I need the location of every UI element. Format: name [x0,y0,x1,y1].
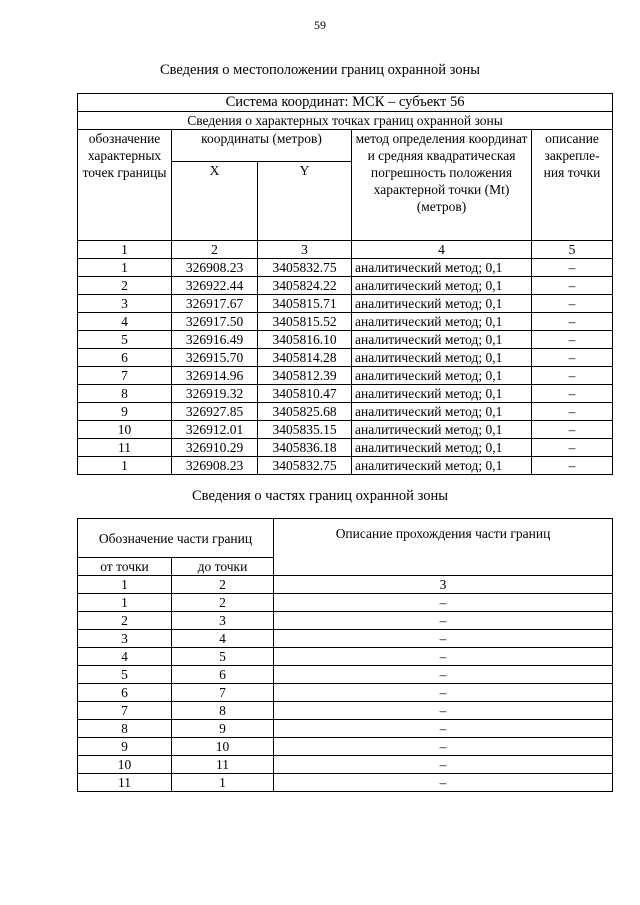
from-point-cell: 4 [78,648,172,666]
from-point-cell: 5 [78,666,172,684]
x-cell: 326927.85 [172,403,258,421]
x-cell: 326914.96 [172,367,258,385]
table-row [78,612,613,630]
description-cell: – [532,403,613,421]
from-point-cell: 9 [78,738,172,756]
column-numbers-row [78,241,613,259]
method-cell: аналитический метод; 0,1 [352,421,532,439]
description-cell: – [532,295,613,313]
method-cell: аналитический метод; 0,1 [352,259,532,277]
method-cell: аналитический метод; 0,1 [352,313,532,331]
y-cell: 3405815.52 [258,313,352,331]
from-point-cell: 3 [78,630,172,648]
point-cell: 3 [78,295,172,313]
table-row [78,259,613,277]
point-cell: 5 [78,331,172,349]
table-row [78,684,613,702]
to-point-cell: 10 [172,738,274,756]
column-number: 4 [352,241,532,259]
point-cell: 11 [78,439,172,457]
y-cell: 3405816.10 [258,331,352,349]
x-cell: 326917.67 [172,295,258,313]
section1-heading: Сведения о местоположении границ охранной зоны [159,62,480,78]
table-row [78,295,613,313]
part-description-cell: – [274,684,613,702]
method-cell: аналитический метод; 0,1 [352,439,532,457]
coordinate-system-cell: Система координат: МСК – субъект 56 [78,94,613,112]
table-row [78,702,613,720]
table-row [78,439,613,457]
parts-column-numbers-row [78,576,613,594]
designation-header: обозначение характерных точек границы [78,130,172,241]
table-row [78,774,613,792]
y-cell: 3405810.47 [258,385,352,403]
x-cell: 326922.44 [172,277,258,295]
part-description-cell: – [274,612,613,630]
part-description-cell: – [274,720,613,738]
point-cell: 1 [78,457,172,475]
x-cell: 326910.29 [172,439,258,457]
table-row [78,367,613,385]
table-row [78,630,613,648]
x-cell: 326908.23 [172,259,258,277]
from-point-cell: 10 [78,756,172,774]
table-row [78,720,613,738]
table-row [78,421,613,439]
table-row [78,277,613,295]
part-description-cell: – [274,738,613,756]
to-point-cell: 7 [172,684,274,702]
method-header: метод определения координат и средняя квадратическая погрешность положения характерной точки (Mt) (метров) [352,130,532,241]
part-description-header: Описание прохождения части границ [274,519,613,576]
table-row [78,594,613,612]
boundary-points-table [77,93,613,475]
table-row [78,666,613,684]
boundary-parts-table [77,518,613,792]
point-cell: 2 [78,277,172,295]
table-row [78,738,613,756]
x-cell: 326908.23 [172,457,258,475]
column-number: 2 [172,241,258,259]
to-point-cell: 9 [172,720,274,738]
table-row [78,385,613,403]
x-cell: 326912.01 [172,421,258,439]
to-point-cell: 11 [172,756,274,774]
to-point-cell: 6 [172,666,274,684]
points-title-row [78,112,613,130]
description-cell: – [532,259,613,277]
method-cell: аналитический метод; 0,1 [352,331,532,349]
part-description-cell: – [274,774,613,792]
x-cell: 326916.49 [172,331,258,349]
description-cell: – [532,349,613,367]
x-cell: 326915.70 [172,349,258,367]
parts-header-row-1 [78,519,613,558]
to-point-cell: 1 [172,774,274,792]
part-description-cell: – [274,702,613,720]
point-cell: 1 [78,259,172,277]
from-point-cell: 8 [78,720,172,738]
table-row [78,403,613,421]
to-point-header: до точки [172,558,274,576]
y-cell: 3405835.15 [258,421,352,439]
y-cell: 3405812.39 [258,367,352,385]
to-point-cell: 8 [172,702,274,720]
coordinates-header: координаты (метров) [172,130,352,162]
x-cell: 326919.32 [172,385,258,403]
points-rows [78,259,613,475]
description-cell: – [532,313,613,331]
from-point-header: от точки [78,558,172,576]
to-point-cell: 3 [172,612,274,630]
y-cell: 3405814.28 [258,349,352,367]
from-point-cell: 1 [78,594,172,612]
description-cell: – [532,439,613,457]
method-cell: аналитический метод; 0,1 [352,277,532,295]
points-title-cell: Сведения о характерных точках границ охранной зоны [78,112,613,130]
method-cell: аналитический метод; 0,1 [352,295,532,313]
method-cell: аналитический метод; 0,1 [352,403,532,421]
method-cell: аналитический метод; 0,1 [352,367,532,385]
y-cell: 3405832.75 [258,259,352,277]
point-cell: 8 [78,385,172,403]
point-cell: 4 [78,313,172,331]
description-cell: – [532,457,613,475]
method-cell: аналитический метод; 0,1 [352,457,532,475]
part-description-cell: – [274,666,613,684]
to-point-cell: 5 [172,648,274,666]
y-cell: 3405825.68 [258,403,352,421]
to-point-cell: 2 [172,594,274,612]
table-row [78,313,613,331]
point-cell: 10 [78,421,172,439]
part-description-cell: – [274,756,613,774]
column-number: 3 [258,241,352,259]
y-cell: 3405824.22 [258,277,352,295]
y-header: Y [258,162,352,241]
table-row [78,457,613,475]
column-number: 3 [274,576,613,594]
table-row [78,648,613,666]
section2-heading: Сведения о частях границ охранной зоны [192,488,448,504]
point-cell: 6 [78,349,172,367]
table-row [78,756,613,774]
column-number: 1 [78,576,172,594]
from-point-cell: 6 [78,684,172,702]
part-description-cell: – [274,630,613,648]
table-row [78,331,613,349]
column-number: 2 [172,576,274,594]
description-cell: – [532,367,613,385]
y-cell: 3405832.75 [258,457,352,475]
column-number: 1 [78,241,172,259]
system-row [78,94,613,112]
method-cell: аналитический метод; 0,1 [352,349,532,367]
description-cell: – [532,385,613,403]
point-cell: 9 [78,403,172,421]
method-cell: аналитический метод; 0,1 [352,385,532,403]
to-point-cell: 4 [172,630,274,648]
y-cell: 3405815.71 [258,295,352,313]
description-cell: – [532,331,613,349]
column-number: 5 [532,241,613,259]
description-cell: – [532,421,613,439]
parts-rows [78,594,613,792]
table-row [78,349,613,367]
from-point-cell: 11 [78,774,172,792]
part-description-cell: – [274,594,613,612]
part-designation-header: Обозначение части границ [78,519,274,558]
x-cell: 326917.50 [172,313,258,331]
description-cell: – [532,277,613,295]
from-point-cell: 7 [78,702,172,720]
y-cell: 3405836.18 [258,439,352,457]
page-number: 59 [314,18,326,32]
point-cell: 7 [78,367,172,385]
x-header: X [172,162,258,241]
header-row-1 [78,130,613,162]
from-point-cell: 2 [78,612,172,630]
part-description-cell: – [274,648,613,666]
description-header: описание закрепле-ния точки [532,130,613,241]
